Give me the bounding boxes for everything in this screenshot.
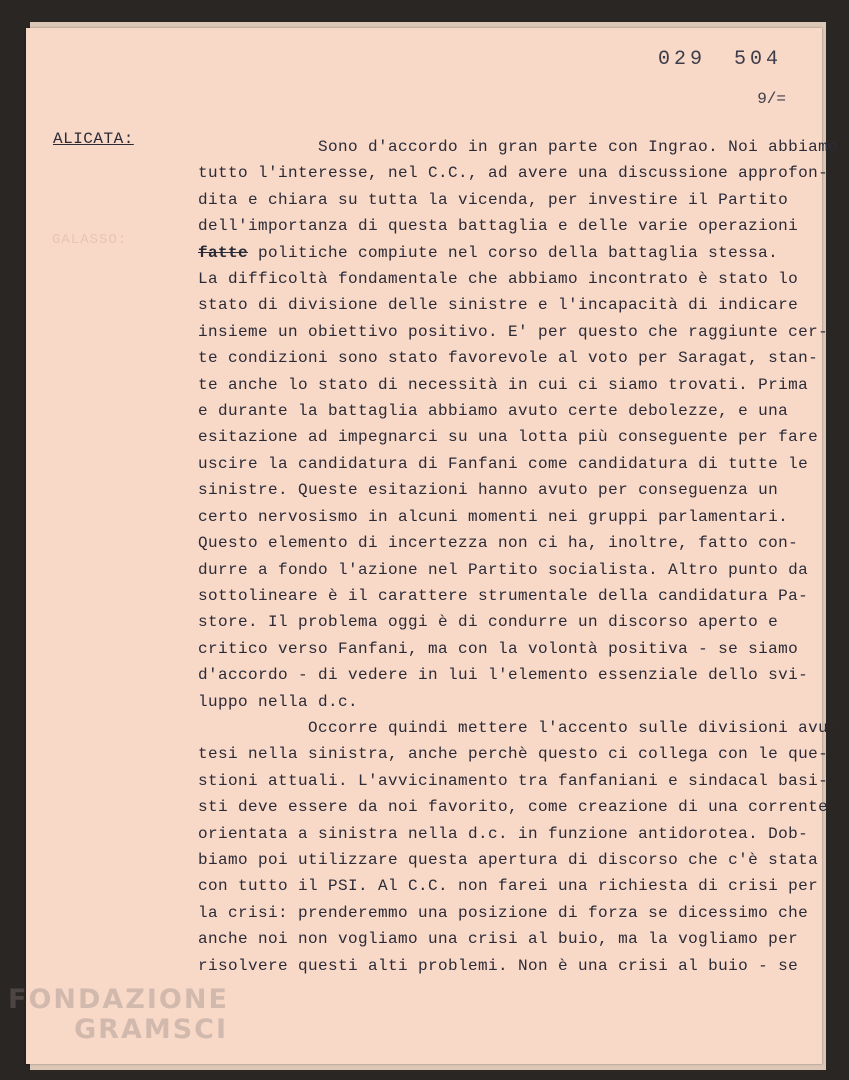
text-line: orientata a sinistra nella d.c. in funzione antidorotea. Dob- — [198, 824, 809, 843]
text-line: La difficoltà fondamentale che abbiamo incontrato è stato lo — [198, 270, 799, 289]
watermark-line-2: GRAMSCI — [74, 1014, 229, 1045]
text-line: te anche lo stato di necessità in cui ci siamo trovati. Prima — [198, 375, 809, 394]
text-line: luppo nella d.c. — [198, 692, 359, 711]
text-line: e durante la battaglia abbiamo avuto certe debolezze, e una — [198, 402, 789, 421]
text-line: sinistre. Queste esitazioni hanno avuto per conseguenza un — [198, 481, 779, 500]
text-line: con tutto il PSI. Al C.C. non farei una richiesta di crisi per — [198, 877, 819, 896]
text-line: biamo poi utilizzare questa apertura di discorso che c'è stata — [198, 850, 819, 869]
text-line: stioni attuali. L'avvicinamento tra fanfaniani e sindacal basi- — [198, 771, 829, 790]
text-line: certo nervosismo in alcuni momenti nei gruppi parlamentari. — [198, 507, 789, 526]
page-number-left: 029 — [657, 48, 706, 71]
text-line: la crisi: prenderemmo una posizione di forza se dicessimo che — [198, 903, 809, 922]
fondazione-gramsci-watermark — [8, 985, 229, 1045]
text-line: risolvere questi alti problemi. Non è una crisi al buio - se — [198, 956, 799, 975]
text-line: sti deve essere da noi favorito, come creazione di una corrente — [198, 798, 829, 817]
text-line — [198, 240, 808, 266]
text-line: tutto l'interesse, nel C.C., ad avere una discussione approfon- — [198, 164, 829, 183]
text-line: sottolineare è il carattere strumentale della candidatura Pa- — [198, 586, 809, 605]
text-line: anche noi non vogliamo una crisi al buio, ma la vogliamo per — [198, 930, 799, 949]
struck-word: fatte — [198, 243, 249, 262]
text-line: dita e chiara su tutta la vicenda, per investire il Partito — [198, 190, 789, 209]
text-line: stato di divisione delle sinistre e l'incapacità di indicare — [198, 296, 799, 315]
text-line: Sono d'accordo in gran parte con Ingrao. Noi abbiamo — [198, 138, 839, 156]
text-line: tesi nella sinistra, anche perchè questo ci collega con le que- — [198, 745, 829, 764]
text-line: uscire la candidatura di Fanfani come candidatura di tutte le — [198, 454, 809, 473]
text-line: Occorre quindi mettere l'accento sulle divisioni avu- — [198, 718, 839, 737]
ghost-bleedthrough-text: GALASSO: — [52, 232, 128, 248]
page-number-right: 504 — [733, 48, 782, 71]
text-line: dell'importanza di questa battaglia e delle varie operazioni — [198, 217, 799, 236]
transcript-body — [198, 134, 839, 979]
archive-page-number — [630, 48, 782, 71]
text-line: Questo elemento di incertezza non ci ha, inoltre, fatto con- — [198, 534, 799, 553]
text-line: critico verso Fanfani, ma con la volontà positiva - se siamo — [198, 639, 799, 658]
text-line: insieme un obiettivo positivo. E' per questo che raggiunte cer- — [198, 322, 829, 341]
speaker-name: ALICATA: — [53, 130, 134, 148]
document-page — [26, 28, 839, 1064]
text-line: store. Il problema oggi è di condurre un discorso aperto e — [198, 613, 779, 632]
page-sub-number: 9/= — [757, 90, 786, 108]
text-line: esitazione ad impegnarci su una lotta più conseguente per fare — [198, 428, 819, 447]
text-line: d'accordo - di vedere in lui l'elemento essenziale dello svi- — [198, 666, 809, 685]
text-line: te condizioni sono stato favorevole al voto per Saragat, stan- — [198, 349, 819, 368]
watermark-line-1: FONDAZIONE — [8, 984, 229, 1015]
text-line: durre a fondo l'azione nel Partito socialista. Altro punto da — [198, 560, 809, 579]
text-line-rest: politiche compiute nel corso della battaglia stessa. — [248, 243, 779, 262]
